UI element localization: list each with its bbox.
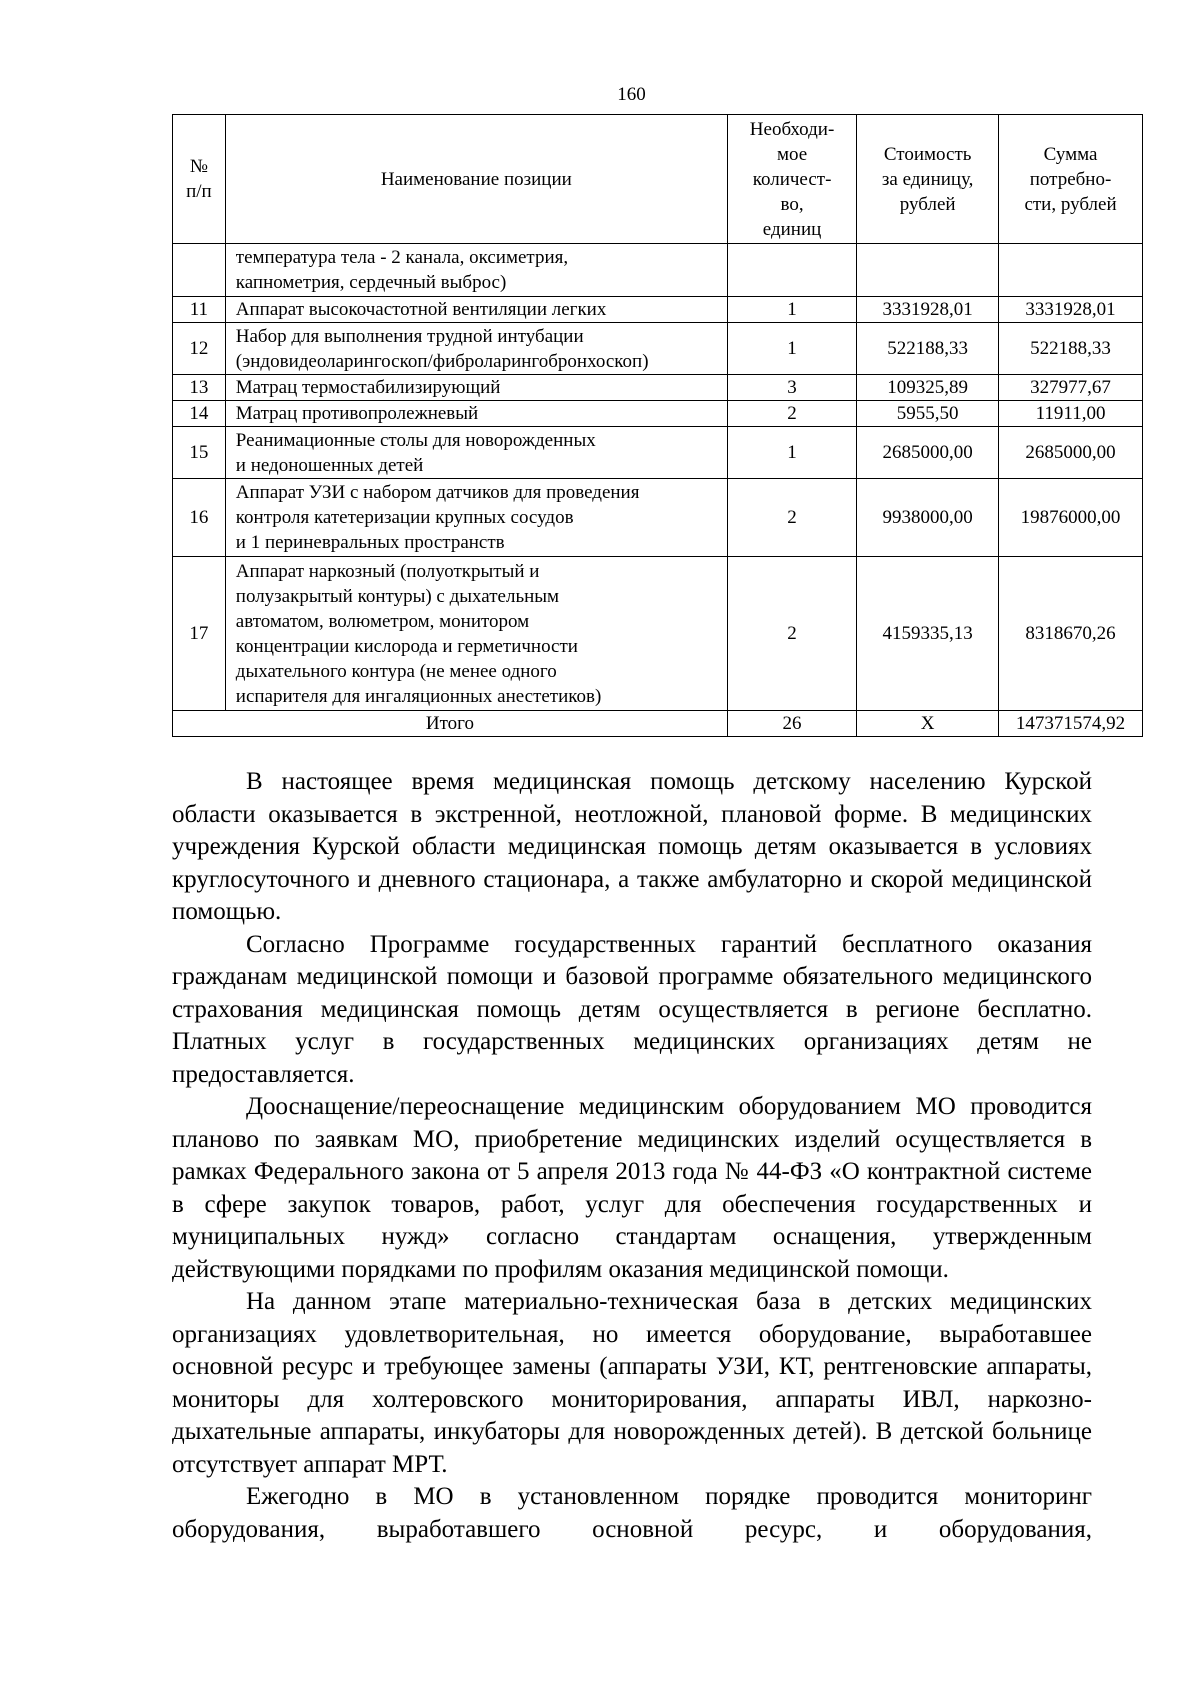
total-sum: 147371574,92: [999, 711, 1143, 737]
cell-name: температура тела - 2 канала, оксиметрия, капнометрия, сердечный выброс): [225, 244, 727, 297]
cell-name: Аппарат высокочастотной вентиляции легких: [225, 297, 727, 323]
cell-num: 17: [173, 557, 226, 711]
cell-name: Реанимационные столы для новорожденных и недоношенных детей: [225, 427, 727, 479]
cell-total: 11911,00: [999, 401, 1143, 427]
cell-total: 2685000,00: [999, 427, 1143, 479]
col-header-name: Наименование позиции: [225, 115, 727, 244]
cell-name: Аппарат УЗИ с набором датчиков для проведения контроля катетеризации крупных сосудов и 1 периневральных пространств: [225, 479, 727, 557]
cell-unit-cost: 109325,89: [857, 375, 999, 401]
table-row: [173, 375, 1143, 401]
cell-num: 14: [173, 401, 226, 427]
cell-name: Набор для выполнения трудной интубации (эндовидеоларингоскоп/фиброларингобронхоскоп): [225, 323, 727, 375]
cell-num: 16: [173, 479, 226, 557]
cell-num: 15: [173, 427, 226, 479]
cell-unit-cost: [857, 244, 999, 297]
col-header-qty: Необходи- мое количест- во, единиц: [727, 115, 856, 244]
cell-qty: 1: [727, 427, 856, 479]
cell-num: [173, 244, 226, 297]
cell-num: 13: [173, 375, 226, 401]
cell-unit-cost: 2685000,00: [857, 427, 999, 479]
cell-unit-cost: 4159335,13: [857, 557, 999, 711]
cell-total: [999, 244, 1143, 297]
paragraph: Согласно Программе государственных гарантий бесплатного оказания гражданам медицинской помощи и базовой программе обязательного медицинского страхования медицинская помощь детям осуществляется в регионе бесплатно. Платных услуг в государственных медицинских организациях детям не предоставляется.: [172, 930, 1092, 1088]
table-row-continuation: [173, 244, 1143, 297]
cell-name: Матрац термостабилизирующий: [225, 375, 727, 401]
col-header-num: № п/п: [173, 115, 226, 244]
cell-qty: 1: [727, 323, 856, 375]
col-header-total: Сумма потребно- сти, рублей: [999, 115, 1143, 244]
total-label: Итого: [173, 711, 728, 737]
table-row: [173, 479, 1143, 557]
cell-total: 522188,33: [999, 323, 1143, 375]
table-row: [173, 427, 1143, 479]
total-unit-cost: Х: [857, 711, 999, 737]
table-total-row: [173, 711, 1143, 737]
cell-num: 12: [173, 323, 226, 375]
cell-qty: 2: [727, 479, 856, 557]
cell-total: 327977,67: [999, 375, 1143, 401]
page-number: 160: [617, 84, 646, 105]
cell-qty: 3: [727, 375, 856, 401]
cell-name: Аппарат наркозный (полуоткрытый и полузакрытый контуры) с дыхательным автоматом, волюметром, монитором концентрации кислорода и герметичности дыхательного контура (не менее одного испарителя для ингаляционных анестетиков): [225, 557, 727, 711]
cell-qty: 2: [727, 557, 856, 711]
cell-total: 19876000,00: [999, 479, 1143, 557]
cell-num: 11: [173, 297, 226, 323]
cell-qty: [727, 244, 856, 297]
cell-total: 8318670,26: [999, 557, 1143, 711]
col-header-unit-cost: Стоимость за единицу, рублей: [857, 115, 999, 244]
paragraph: На данном этапе материально-техническая база в детских медицинских организациях удовлетворительная, но имеется оборудование, выработавшее основной ресурс и требующее замены (аппараты УЗИ, КТ, рентгеновские аппараты, мониторы для холтеровского мониторирования, аппараты ИВЛ, наркозно-дыхательные аппараты, инкубаторы для новорожденных детей). В детской больнице отсутствует аппарат МРТ.: [172, 1288, 1092, 1478]
table-row: [173, 297, 1143, 323]
cell-total: 3331928,01: [999, 297, 1143, 323]
cell-unit-cost: 9938000,00: [857, 479, 999, 557]
cell-unit-cost: 522188,33: [857, 323, 999, 375]
table-row: [173, 401, 1143, 427]
table-header-row: [173, 115, 1143, 244]
cell-name: Матрац противопролежневый: [225, 401, 727, 427]
cell-unit-cost: 3331928,01: [857, 297, 999, 323]
paragraph: Ежегодно в МО в установленном порядке проводится мониторинг оборудования, выработавшего основной ресурс, и оборудования,: [172, 1483, 1092, 1543]
body-text: [172, 766, 1092, 1546]
paragraph: В настоящее время медицинская помощь детскому населению Курской области оказывается в экстренной, неотложной, плановой форме. В медицинских учреждения Курской области медицинская помощь детям оказывается в условиях круглосуточного и дневного стационара, а также амбулаторно и скорой медицинской помощью.: [172, 768, 1092, 925]
paragraph: Дооснащение/переоснащение медицинским оборудованием МО проводится планово по заявкам МО, приобретение медицинских изделий осуществляется в рамках Федерального закона от 5 апреля 2013 года № 44-ФЗ «О контрактной системе в сфере закупок товаров, работ, услуг для обеспечения государственных и муниципальных нужд» согласно стандартам оснащения, утвержденным действующими порядками по профилям оказания медицинской помощи.: [172, 1093, 1092, 1283]
total-qty: 26: [727, 711, 856, 737]
cell-unit-cost: 5955,50: [857, 401, 999, 427]
cell-qty: 1: [727, 297, 856, 323]
cell-qty: 2: [727, 401, 856, 427]
table-row: [173, 323, 1143, 375]
table-row: [173, 557, 1143, 711]
equipment-table: [172, 114, 1143, 737]
